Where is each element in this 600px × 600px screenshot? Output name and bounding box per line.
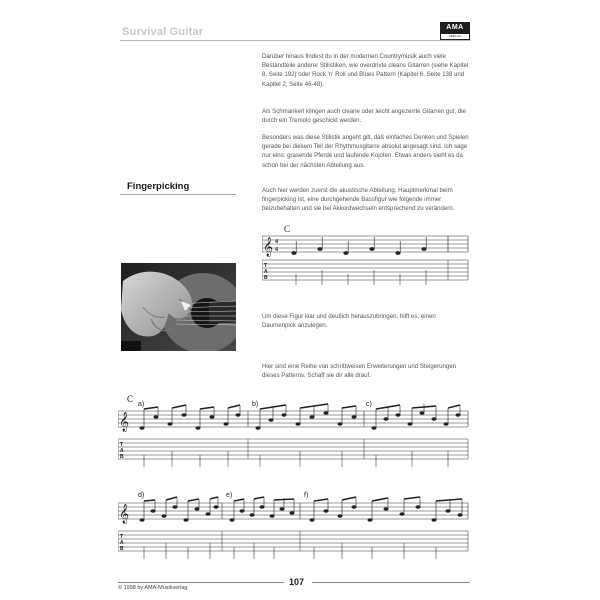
example-chord-label: C <box>284 224 291 234</box>
exercise-label-f: f) <box>304 492 309 499</box>
notation-system-2 <box>118 489 470 565</box>
notation-system-1 <box>118 393 470 469</box>
paragraph-exercises: Hier sind eine Reihe von schrittweisen Erweiterungen und Steigerungen dieses Patterns. Schaff sie dir alle drauf. <box>262 363 457 380</box>
system2-tab-staff <box>118 531 468 551</box>
footer-rule-left <box>118 582 284 583</box>
system2-notes-f <box>310 497 462 522</box>
publisher-logo <box>440 22 470 40</box>
logo-bottom-text: VERLAG <box>440 33 470 40</box>
running-header-title: Survival Guitar <box>122 26 204 38</box>
system2-staff <box>118 503 468 519</box>
system2-notes-d <box>140 497 218 522</box>
exercise-label-b: b) <box>252 401 259 408</box>
copyright-notice: © 1998 by AMA-Musikverlag <box>118 585 188 591</box>
page-number: 107 <box>289 577 305 587</box>
section-heading-rule <box>120 194 236 195</box>
system1-tab-label-icon <box>120 442 124 460</box>
system2-treble-clef-icon: 𝄞 <box>119 504 130 524</box>
bass-figure-notation <box>262 222 472 286</box>
paragraph-country-styles: Darüber hinaus findest du in der modernen Countrymusik auch viele Bestandteile anderer Stilistiken, wie overdrivte cleans Gitarren (siehe Kapitel 8, Seite 192) oder Rock 'n' Roll und Blues Pattern (Kapitel 6, Seite 138 und Kapitel 2, Seite 46-48). <box>262 53 469 88</box>
svg-text:A: A <box>120 540 124 546</box>
paragraph-tremolo: Als Schmankerl klingen auch cleane oder leicht angezerrte Gitarren gut, die durch ein Tremolo geschickt werden. <box>262 108 466 125</box>
paragraph-thumbpick: Um diese Figur klar und deutlich herauszubringen, hilft es, einen Daumenpick anzulegen. <box>262 313 436 330</box>
svg-text:T: T <box>264 263 268 269</box>
paragraph-simple-playing: Besonders was diese Stilistik angeht gilt, daß einfaches Denken und Spielen gerade bei diesem Teil der Rhythmusgitarre absolut angesagt sind. Ich sage nur eins: grasende Pferde und laufende Kojoten. Etwas anders sieht es da schon bei der nächsten Abteilung aus. <box>262 134 469 169</box>
system2-notes-e <box>230 497 294 522</box>
example-staff <box>262 236 468 252</box>
time-signature-top: 4 <box>275 239 278 245</box>
svg-text:B: B <box>120 454 124 460</box>
exercise-label-e: e) <box>226 492 233 499</box>
treble-clef-icon: 𝄞 <box>263 237 274 257</box>
system2-tab-label-icon <box>120 534 124 552</box>
exercise-label-d: d) <box>138 492 145 499</box>
header-rule <box>120 40 470 41</box>
exercise-label-a: a) <box>138 401 145 408</box>
svg-text:A: A <box>120 448 124 454</box>
logo-top-text: AMA <box>440 22 470 33</box>
footer-rule-right <box>312 582 470 583</box>
time-signature-bottom: 4 <box>275 247 278 253</box>
svg-text:T: T <box>120 534 124 540</box>
system1-chord-label: C <box>127 394 134 404</box>
svg-text:B: B <box>120 546 124 552</box>
tab-label-icon <box>264 263 268 281</box>
section-heading-fingerpicking: Fingerpicking <box>127 181 190 192</box>
svg-text:T: T <box>120 442 124 448</box>
paragraph-fingerpicking-intro: Auch hier werden zuerst die akustische Abteilung. Hauptmerkmal beim fingerpicking ist, eine durchgehende Bassfigur wie folgende immer beizubehalten und sie bei Akkordwechseln entsprechend zu verändern. <box>262 187 455 213</box>
system1-notes-a <box>140 405 240 430</box>
fingerpicking-hand-photo <box>121 263 236 351</box>
system1-notes-c <box>372 404 460 430</box>
system1-notes-b <box>256 404 356 430</box>
svg-text:A: A <box>264 269 268 275</box>
exercise-label-c: c) <box>366 401 372 408</box>
system1-treble-clef-icon: 𝄞 <box>119 412 130 432</box>
system1-tab-staff <box>118 439 468 459</box>
example-tab-staff <box>262 260 468 280</box>
svg-text:B: B <box>264 275 268 281</box>
